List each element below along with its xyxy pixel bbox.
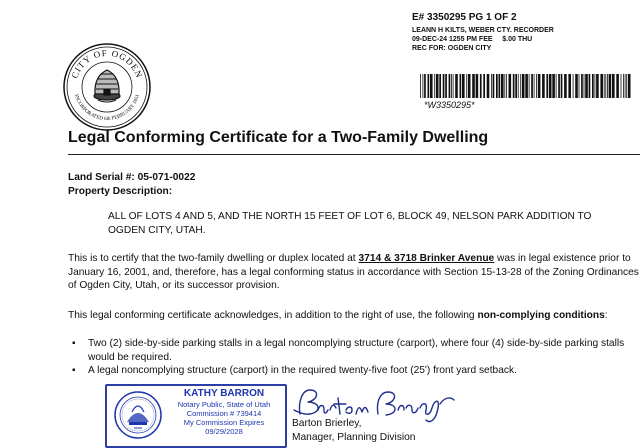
barcode-bar: [462, 74, 465, 98]
barcode-bar: [585, 74, 588, 98]
barcode-bar: [538, 74, 541, 98]
barcode-bar: [595, 74, 596, 98]
barcode-bar: [420, 74, 421, 98]
barcode-bar: [558, 74, 560, 98]
legal-description: ALL OF LOTS 4 AND 5, AND THE NORTH 15 FEET OF LOT 6, BLOCK 49, NELSON PARK ADDITION TO OGDEN CITY, UTAH.: [108, 211, 592, 236]
barcode-bar: [499, 74, 501, 98]
barcode-bar: [480, 74, 482, 98]
barcode-bar: [436, 74, 439, 98]
barcode-bar: [443, 74, 445, 98]
notary-line-1: Notary Public, State of Utah: [177, 400, 271, 409]
barcode-bar: [564, 74, 567, 98]
document-title: Legal Conforming Certificate for a Two-Family Dwelling: [68, 129, 489, 146]
barcode-bar: [423, 74, 424, 98]
recorder-line-1: LEANN H KILTS, WEBER CTY. RECORDER: [412, 27, 554, 34]
barcode-bar: [449, 74, 451, 98]
entry-number: E# 3350295 PG 1 OF 2: [412, 12, 517, 23]
barcode-bar: [476, 74, 479, 98]
property-description-label: Property Description:: [68, 186, 173, 197]
barcode-bar: [506, 74, 507, 98]
recorder-stamp: [412, 12, 632, 53]
barcode-bar: [623, 74, 624, 98]
barcode-bar: [529, 74, 530, 98]
barcode-bar: [439, 74, 441, 98]
para2-after: :: [604, 310, 608, 321]
barcode-bar: [445, 74, 447, 98]
barcode-bar: [604, 74, 605, 98]
barcode-bar: [522, 74, 525, 98]
barcode-bar: [504, 74, 505, 98]
barcode-bar: [430, 74, 433, 98]
barcode-bar: [561, 74, 563, 98]
notary-text: [165, 388, 283, 436]
barcode-bar: [525, 74, 528, 98]
barcode-bar: [556, 74, 557, 98]
barcode-bar: [509, 74, 512, 98]
barcode-bar: [581, 74, 583, 98]
barcode-bar: [483, 74, 485, 98]
barcode-bar: [625, 74, 626, 98]
notary-line-4: 09/29/2028: [205, 427, 243, 436]
recorder-line-3: REC FOR: OGDEN CITY: [412, 45, 492, 52]
recorder-line-2: 09-DEC-24 1255 PM FEE $.00 THU: [412, 36, 533, 43]
seal-graphic: [62, 42, 152, 132]
barcode-bar: [573, 74, 574, 98]
barcode-bar: [568, 74, 571, 98]
signer-name: Barton Brierley,: [292, 418, 362, 429]
barcode-bar: [455, 74, 458, 98]
barcode-bar: [534, 74, 535, 98]
barcode-bar: [589, 74, 591, 98]
barcode-text: *W3350295*: [424, 100, 475, 110]
signer-title: Manager, Planning Division: [292, 431, 416, 443]
barcode-bar: [493, 74, 495, 98]
barcode-bar: [552, 74, 555, 98]
barcode-bar: [487, 74, 490, 98]
barcode-bar: [424, 74, 426, 98]
barcode-bar: [546, 74, 548, 98]
seal-bottom-text: INCORPORATED 6th FEBRUARY 1851: [72, 93, 142, 123]
beehive-icon: [94, 70, 120, 102]
barcode-bar: [466, 74, 467, 98]
barcode-bar: [491, 74, 492, 98]
barcode-bar: [596, 74, 599, 98]
barcode-bar: [501, 74, 504, 98]
utah-state-seal-icon: [113, 390, 163, 440]
notary-name: KATHY BARRON: [183, 388, 265, 399]
barcode-bar: [621, 74, 622, 98]
barcode-bar: [453, 74, 454, 98]
barcode-bar: [549, 74, 552, 98]
barcode-bar: [628, 74, 631, 98]
seal-top-text: CITY OF OGDEN: [69, 47, 145, 80]
barcode-bar: [536, 74, 537, 98]
non-complying-label: non-complying conditions: [477, 310, 605, 321]
signer-block: [292, 417, 415, 444]
barcode-bar: [609, 74, 612, 98]
title-rule: [68, 154, 640, 155]
notary-stamp: [105, 384, 287, 448]
barcode-bar: [542, 74, 545, 98]
notary-line-3: My Commission Expires: [183, 418, 265, 427]
property-address: 3714 & 3718 Brinker Avenue: [358, 253, 495, 264]
para1-before: This is to certify that the two-family dwelling or duplex located at: [68, 253, 359, 264]
barcode-bar: [434, 74, 435, 98]
barcode-bar: [607, 74, 608, 98]
barcode-bar: [513, 74, 515, 98]
barcode-bar: [575, 74, 578, 98]
barcode-bar: [592, 74, 594, 98]
barcode-bar: [472, 74, 475, 98]
barcode-bar: [605, 74, 606, 98]
barcode-bar: [616, 74, 619, 98]
barcode-bar: [612, 74, 615, 98]
barcode-bar: [579, 74, 580, 98]
notary-line-2: Commission # 739414: [186, 409, 262, 418]
city-of-ogden-seal: [62, 42, 152, 132]
barcode-bar: [520, 74, 521, 98]
barcode-bar: [531, 74, 533, 98]
certification-paragraph: [68, 252, 640, 293]
barcode-bar: [451, 74, 452, 98]
condition-item: ▪ Two (2) side-by-side parking stalls in a legal noncomplying structure (carport), where four (4) side-by-side parking stalls would be required.: [68, 337, 640, 364]
condition-item: ▪ A legal noncomplying structure (carport) in the required twenty-five foot (25') front yard setback.: [68, 364, 640, 378]
barcode-bar: [460, 74, 462, 98]
barcode-bar: [600, 74, 603, 98]
barcode: [420, 74, 632, 98]
acknowledgement-paragraph: [68, 309, 640, 323]
conditions-list: [68, 337, 640, 378]
barcode-bar: [468, 74, 471, 98]
barcode-bar: [518, 74, 519, 98]
para1-after: was in legal existence prior to January 16, 2001, and, therefore, has a legal conforming status in accordance with Section 15-13-28 of the Zoning Ordinances of Ogden City, Utah, or its successor provision.: [68, 253, 639, 291]
barcode-bar: [515, 74, 517, 98]
barcode-bar: [584, 74, 585, 98]
land-serial: Land Serial #: 05-071-0022: [68, 172, 196, 183]
barcode-bar: [496, 74, 498, 98]
barcode-bar: [428, 74, 430, 98]
barcode-bar: [626, 74, 627, 98]
para2-before: This legal conforming certificate acknowledges, in addition to the right of use, the following: [68, 310, 478, 321]
